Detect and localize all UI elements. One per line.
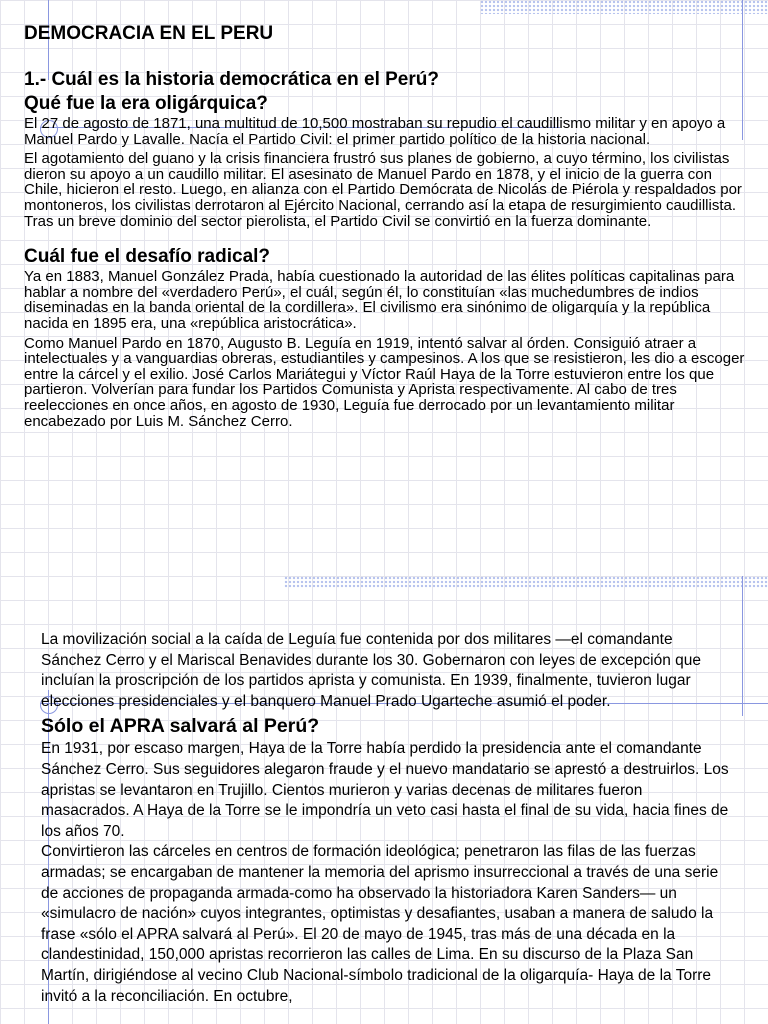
paragraph-1: El 27 de agosto de 1871, una multitud de 10,500 mostraban su repudio el caudillismo militar y en apoyo a Manuel Pardo y Lavalle. Nacía el Partido Civil: el primer partido político de la historia nacional. — [24, 115, 726, 148]
question-1-line-1: 1.- Cuál es la historia democrática en el Perú? — [24, 69, 439, 90]
question-1-line-2: Qué fue la era oligárquica? — [24, 93, 268, 114]
slide-2-paragraph-3: Convirtieron las cárceles en centros de formación ideológica; penetraron las filas de las fuerzas armadas; se encargaban de mantener la memoria del aprismo insurreccional a través de una serie de acciones de propaganda armada-como ha observado la historiadora Karen Sanders— un «simulacro de nación» cuyos integrantes, optimistas y desafiantes, usaban a manera de saludo la frase «sólo el APRA salvará al Perú». El 20 de mayo de 1945, tras más de una década en la clandestinidad, 150,000 apristas recorrieron las calles de Lima. En su discurso de la Plaza San Martín, dirigiéndose al vecino Club Nacional-símbolo tradicional de la oligarquía- Haya de la Torre invitó a la reconciliación. En octubre, — [41, 843, 719, 1005]
slide-2-paragraph-1: La movilización social a la caída de Leguía fue contenida por dos militares —el comandante Sánchez Cerro y el Mariscal Benavides durante los 30. Gobernaron con leyes de excepción que incluían la proscripción de los partidos aprista y comunista. En 1939, finalmente, tuvieron lugar elecciones presidenciales y el banquero Manuel Prado Ugarteche asumió el poder. — [41, 631, 701, 710]
section-spacer — [24, 233, 754, 245]
slide-2-paragraph-2: En 1931, por escaso margen, Haya de la Torre había perdido la presidencia ante el comandante Sánchez Cerro. Sus seguidores alegaron fraude y el nuevo mandatario se aprestó a destruirlos. Los apristas se levantaron en Trujillo. Cientos murieron y varias decenas de militares fueron masacrados. A Haya de la Torre se le impondría un veto casi hasta el final de su vida, hacia fines de los años 70. — [41, 740, 729, 840]
slide-2-heading: Sólo el APRA salvará al Perú? — [41, 715, 320, 738]
paragraph-2: El agotamiento del guano y la crisis financiera frustró sus planes de gobierno, a cuyo término, los civilistas dieron su apoyo a un caudillo militar. El asesinato de Manuel Pardo en 1878, y el inicio de la guerra con Chile, hicieron el resto. Luego, en alianza con el Partido Demócrata de Nicolás de Piérola y respaldados por montoneros, los civilistas derrotaron al Ejército Nacional, cerrando así la etapa de resurgimiento caudillista. Tras un breve dominio del sector pierolista, el Partido Civil se convirtió en la fuerza dominante. — [24, 150, 742, 230]
paragraph-3: Ya en 1883, Manuel González Prada, había cuestionado la autoridad de las élites políticas capitalinas para hablar a nombre del «verdadero Perú», el cuál, según él, lo constituían «las muchedumbres de indios diseminadas en la banda oriental de la cordillera». El civilismo era sinónimo de oligarquía y la república nacida en 1895 era, una «república aristocrática». — [24, 268, 735, 332]
question-2: Cuál fue el desafío radical? — [24, 246, 271, 268]
slide-1-content — [24, 22, 754, 433]
paragraph-4: Como Manuel Pardo en 1870, Augusto B. Leguía en 1919, intentó salvar al órden. Consiguió atraer a intelectuales y a vanguardias obreras, estudiantiles y campesinos. A los que se resistieron, les dio a escoger entre la cárcel y el exilio. José Carlos Mariátegui y Víctor Raúl Haya de la Torre estuvieron entre los que partieron. Volverían para fundar los Partidos Comunista y Aprista respectivamente. Al cabo de tres reelecciones en once años, en agosto de 1930, Leguía fue derrocado por un levantamiento militar encabezado por Luis M. Sánchez Cerro. — [24, 334, 745, 430]
page-title: DEMOCRACIA EN EL PERU — [24, 23, 274, 44]
slide-2-content — [41, 630, 731, 1007]
